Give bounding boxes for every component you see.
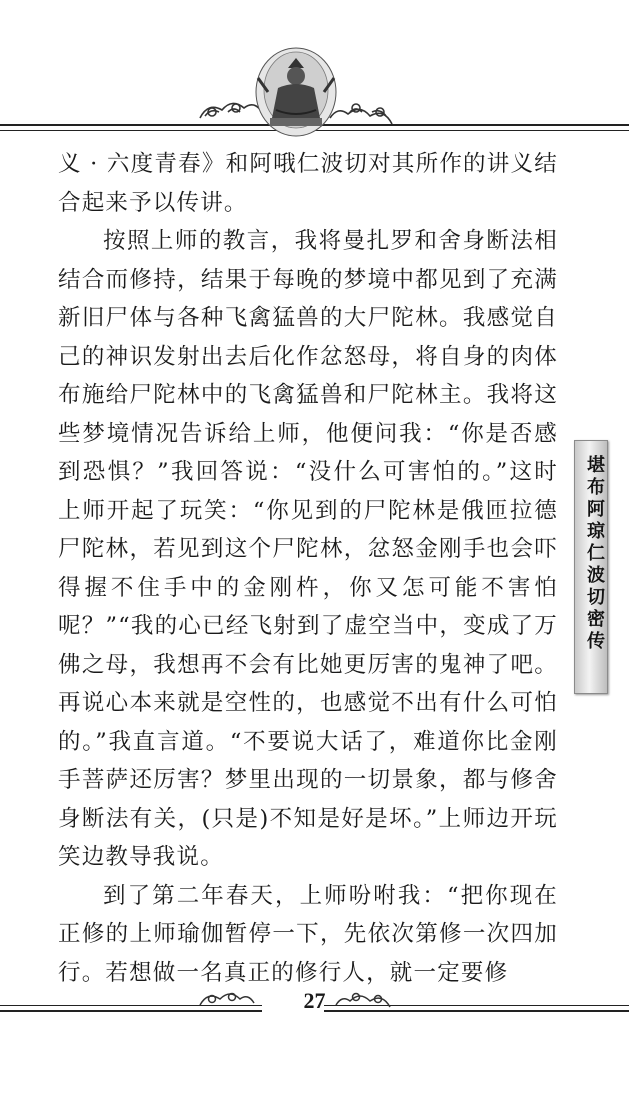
- page-header: [0, 0, 629, 140]
- paragraph-3: 到了第二年春天，上师吩咐我：“把你现在正修的上师瑜伽暂停一下，先依次第修一次四加行。若想做一名真正的修行人，就一定要修: [58, 882, 558, 986]
- cloud-scroll-icon: [330, 104, 392, 124]
- header-ornament: [0, 0, 629, 140]
- paragraph-2: 按照上师的教言，我将曼扎罗和舍身断法相结合而修持，结果于每晚的梦境中都见到了充满新旧尸体与各种飞禽猛兽的大尸陀林。我感觉自己的神识发射出去后化作忿怒母，将自身的肉体布施给尸陀林中的飞禽猛兽和尸陀林主。我将这些梦境情况告诉给上师，他便问我：“你是否感到恐惧？”我回答说：“没什么可害怕的。”这时上师开起了玩笑：“你见到的尸陀林是俄匝拉德尸陀林，若见到这个尸陀林，忿怒金刚手也会吓得握不住手中的金刚杵，你又怎可能不害怕呢？”“我的心已经飞射到了虚空当中，变成了万佛之母，我想再不会有比她更厉害的鬼神了吧。再说心本来就是空性的，也感觉不出有什么可怕的。”我直言道。“不要说大话了，难道你比金刚手菩萨还厉害？梦里出现的一切景象，都与修舍身断法有关，(只是)不知是好是坏。”上师边开玩笑边教导我说。: [58, 228, 558, 870]
- page-number: 27: [303, 988, 326, 1013]
- side-tab: [574, 440, 608, 694]
- cloud-scroll-icon: [200, 103, 262, 118]
- paragraph-1: 义 · 六度青春》和阿哦仁波切对其所作的讲义结合起来予以传讲。: [58, 151, 558, 216]
- body-text: [58, 145, 558, 992]
- side-tab-label: 堪布阿琼仁波切密传: [584, 455, 605, 653]
- deity-figure-icon: [256, 48, 336, 136]
